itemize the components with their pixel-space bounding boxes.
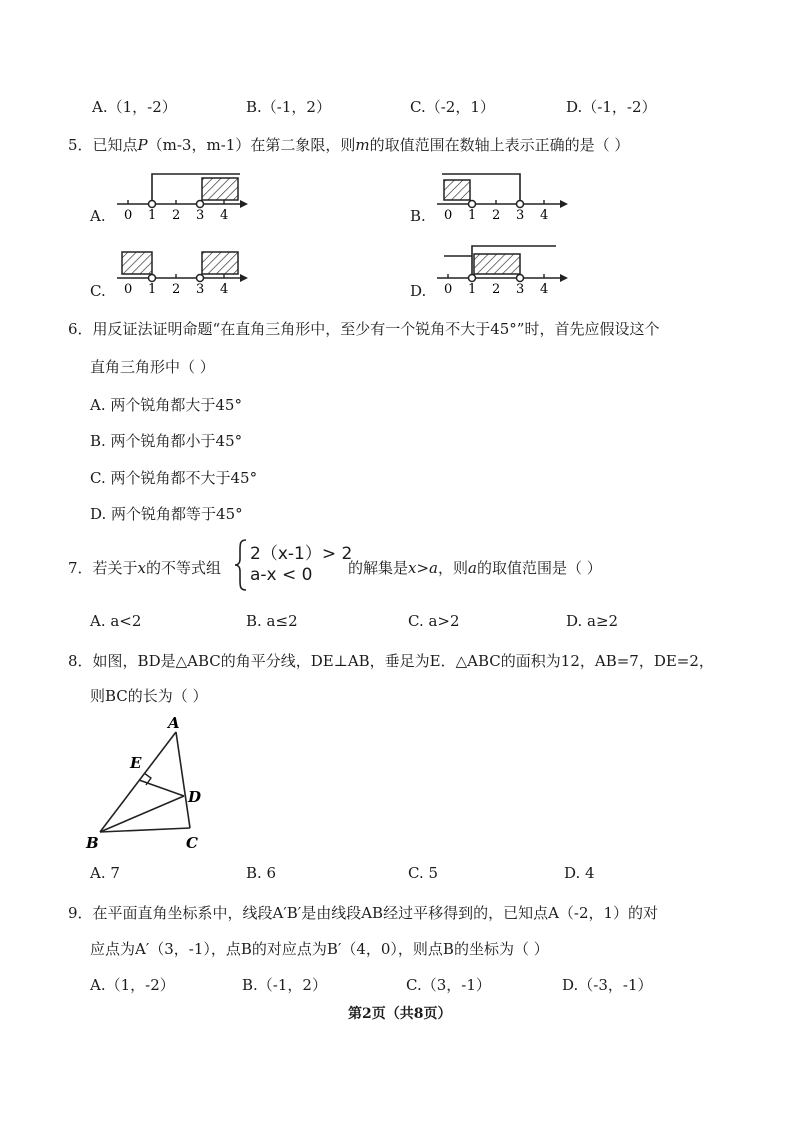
q9-option-b: B.（-1，2） [242, 976, 327, 994]
q5d-tick-3: 3 [516, 282, 525, 294]
q5-letter-c: C. [90, 282, 106, 300]
q5-var-m: m [355, 136, 370, 154]
q8-stem-line2: 则BC的长为（ ） [90, 687, 208, 705]
q8-option-a: A. 7 [90, 864, 120, 882]
q8-label-e: E [130, 754, 142, 772]
q7-system-line1: 2（x-1）> 2 [250, 544, 353, 564]
q5a-tick-4: 4 [220, 208, 229, 220]
q7-mid: 的不等式组 [146, 559, 222, 577]
q8-option-c: C. 5 [408, 864, 439, 882]
q7-after2: ，则 [438, 559, 469, 577]
q8-option-d: D. 4 [564, 864, 595, 882]
q7-prefix: 7．若关于 [68, 559, 138, 577]
q5c-tick-1: 1 [148, 282, 157, 294]
q7-stem-suffix [348, 557, 602, 578]
q4-option-d: D.（-1，-2） [566, 98, 657, 116]
q6-option-d: D. 两个锐角都等于45° [90, 505, 243, 523]
q5-point-p: P [137, 136, 148, 154]
q8-option-b: B. 6 [246, 864, 277, 882]
q7-end: 的取值范围是（ ） [476, 559, 602, 577]
q5b-tick-0: 0 [444, 208, 453, 220]
q9-option-a: A.（1，-2） [90, 976, 175, 994]
q9-option-c: C.（3，-1） [406, 976, 491, 994]
q7-stem-prefix [68, 557, 221, 578]
q7-cond: x>a [408, 559, 438, 577]
q5a-tick-2: 2 [172, 208, 181, 220]
q5c-tick-0: 0 [124, 282, 133, 294]
q8-triangle-figure [80, 710, 220, 855]
q5-numberline-c [112, 242, 252, 294]
q9-option-d: D.（-3，-1） [562, 976, 653, 994]
q7-var-a: a [468, 559, 477, 577]
q5d-tick-0: 0 [444, 282, 453, 294]
q8-label-a: A [168, 714, 180, 732]
q4-option-b: B.（-1，2） [246, 98, 331, 116]
q5-stem [68, 134, 629, 155]
q5a-tick-1: 1 [148, 208, 157, 220]
q5c-tick-3: 3 [196, 282, 205, 294]
q5-letter-b: B. [410, 207, 426, 225]
q9-stem-line1: 9．在平面直角坐标系中，线段A′B′是由线段AB经过平移得到的，已知点A（-2，1）的对 [68, 904, 659, 922]
q5a-tick-3: 3 [196, 208, 205, 220]
q8-label-d: D [188, 788, 202, 806]
q6-stem-line2: 直角三角形中（ ） [90, 358, 215, 376]
q6-stem-line1: 6．用反证法证明命题“在直角三角形中，至少有一个锐角不大于45°”时，首先应假设这个 [68, 320, 660, 338]
q7-after: 的解集是 [348, 559, 409, 577]
q5c-tick-2: 2 [172, 282, 181, 294]
q6-option-b: B. 两个锐角都小于45° [90, 432, 243, 450]
q5-coords: （m-3，m-1） [147, 136, 251, 154]
q4-option-a: A.（1，-2） [92, 98, 177, 116]
q5d-tick-1: 1 [468, 282, 477, 294]
q5d-tick-4: 4 [540, 282, 549, 294]
q6-option-a: A. 两个锐角都大于45° [90, 396, 242, 414]
q7-option-c: C. a>2 [408, 612, 460, 630]
q5-text-b: 在第二象限，则 [250, 136, 356, 154]
q7-option-d: D. a≥2 [566, 612, 619, 630]
q5-numberline-b [432, 168, 572, 220]
q5b-tick-1: 1 [468, 208, 477, 220]
q8-label-c: C [186, 834, 198, 852]
q5-numberline-a [112, 168, 252, 220]
q8-stem-line1: 8．如图，BD是△ABC的角平分线，DE⊥AB，垂足为E．△ABC的面积为12，AB=7，DE=2， [68, 652, 714, 670]
q5-letter-a: A. [90, 207, 106, 225]
q7-option-a: A. a<2 [90, 612, 142, 630]
q5-letter-d: D. [410, 282, 427, 300]
page-number-footer: 第2页（共8页） [348, 1006, 452, 1022]
q6-option-c: C. 两个锐角都不大于45° [90, 469, 258, 487]
q5-numberline-d [432, 242, 572, 294]
q5c-tick-4: 4 [220, 282, 229, 294]
q4-option-c: C.（-2，1） [410, 98, 495, 116]
q7-option-b: B. a≤2 [246, 612, 298, 630]
q5-text-a: 5．已知点 [68, 136, 138, 154]
q8-label-b: B [86, 834, 99, 852]
q5b-tick-4: 4 [540, 208, 549, 220]
q5-text-c: 的取值范围在数轴上表示正确的是（ ） [369, 136, 630, 154]
q5b-tick-3: 3 [516, 208, 525, 220]
q5a-tick-0: 0 [124, 208, 133, 220]
q9-stem-line2: 应点为A′（3，-1），点B的对应点为B′（4，0），则点B的坐标为（ ） [90, 940, 549, 958]
q7-brace [234, 538, 248, 592]
q5d-tick-2: 2 [492, 282, 501, 294]
q5b-tick-2: 2 [492, 208, 501, 220]
q7-var-x: x [137, 559, 147, 577]
q7-system-line2: a-x < 0 [250, 565, 313, 585]
